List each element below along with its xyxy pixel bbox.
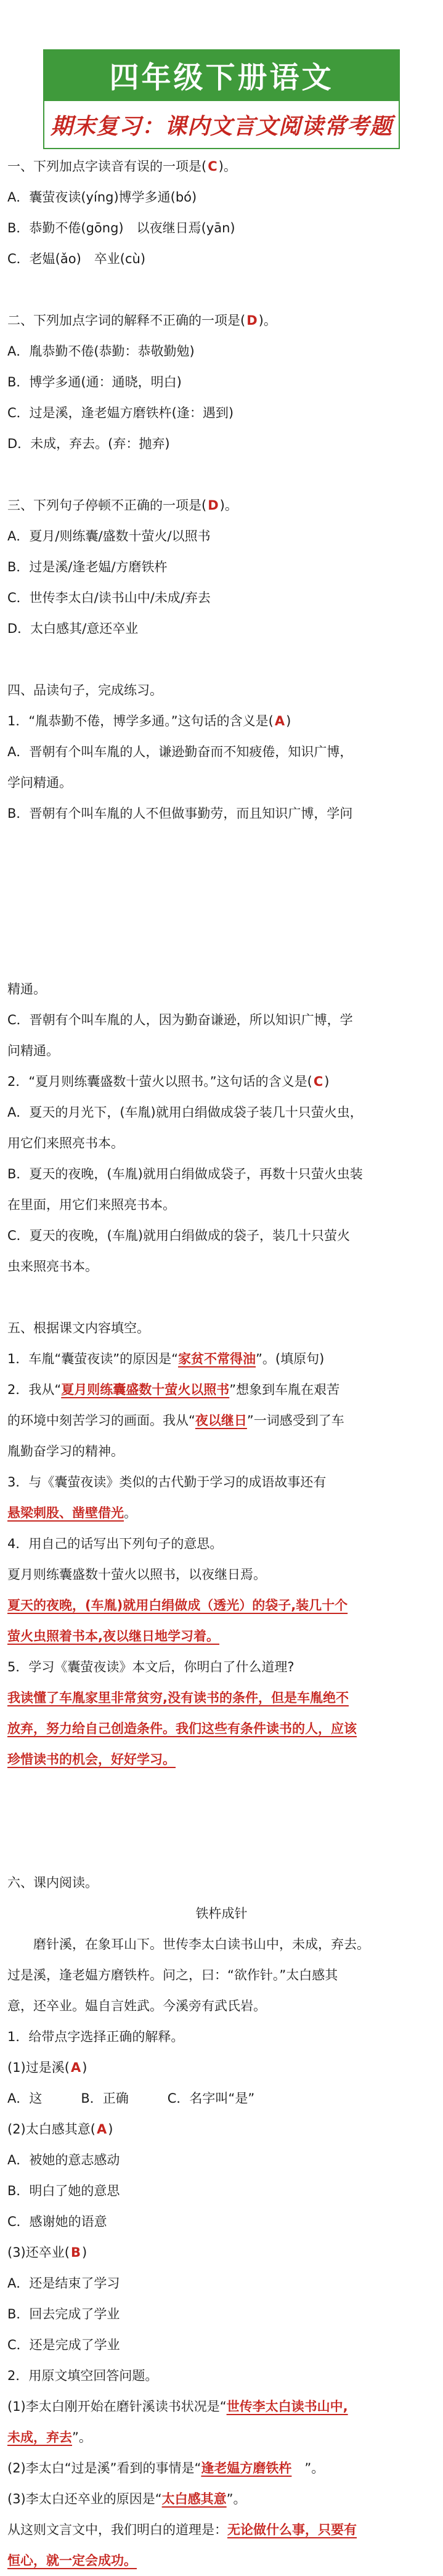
answer: 珍惜读书的机会，好好学习。 — [7, 1752, 176, 1767]
stem-text: 2．“夏月则练囊盛数十萤火以照书。”这句话的含义是( — [7, 1074, 312, 1089]
stem-text: )。 — [219, 498, 238, 513]
subtitle-box — [43, 100, 400, 149]
fill-line: 夏月则练囊盛数十萤火以照书，以夜继日焉。 — [7, 1567, 266, 1582]
answer: 放弃，努力给自己创造条件。我们这些有条件读书的人，应该 — [7, 1721, 357, 1736]
answer-line — [7, 1621, 436, 1652]
option: C．还是完成了学业 — [7, 2338, 120, 2352]
option: A．夏月/则练囊/盛数十萤火/以照书 — [7, 529, 211, 544]
choice-stem — [7, 2237, 436, 2268]
fill-line — [7, 1405, 436, 1436]
option-cont: 问精通。 — [7, 1043, 59, 1058]
stem-text: )。 — [218, 159, 237, 174]
option: D．太白感其/意还卒业 — [7, 621, 139, 636]
question-5-heading: 五、根据课文内容填空。 — [7, 1321, 150, 1335]
option-cont: 在里面，用它们来照亮书本。 — [7, 1197, 176, 1212]
stem-text: 三、下列句子停顿不正确的一项是( — [7, 498, 207, 513]
option: C．夏天的夜晚，(车胤)就用白绢做成的袋子，装几十只萤火 — [7, 1228, 351, 1243]
answer: 恒心，就一定会成功。 — [7, 2553, 137, 2568]
option: A．还是结束了学习 — [7, 2276, 120, 2291]
fill-line — [7, 2422, 436, 2453]
option-cont: 学问精通。 — [7, 775, 72, 790]
fill-line — [7, 2545, 436, 2576]
answer: 无论做什么事，只要有 — [227, 2522, 357, 2537]
question-3-stem — [7, 490, 436, 521]
stem-text: 的环境中刻苦学习的画面。我从“ — [7, 1413, 195, 1428]
stem-text: ”一词感受到了车 — [246, 1413, 344, 1428]
passage-title: 铁杵成针 — [195, 1906, 248, 1921]
passage-line: 过是溪，逢老媪方磨铁杵。问之，曰：“欲作针。”太白感其 — [7, 1968, 338, 1983]
option: C．世传李太白/读书山中/未成/弃去 — [7, 590, 211, 605]
stem-text: (2)太白感其意( — [7, 2122, 96, 2137]
answer: A — [274, 714, 285, 728]
answer: B — [70, 2245, 81, 2260]
passage-line: 意，还卒业。媪自言姓武。今溪旁有武氏岩。 — [7, 1999, 266, 2013]
sub-question: 1．给带点字选择正确的解释。 — [7, 2029, 184, 2044]
answer: D — [246, 313, 258, 328]
answer: 未成，弃去 — [7, 2430, 72, 2445]
option: A．胤恭勤不倦(恭勤：恭敬勤勉) — [7, 344, 195, 359]
page-title: 四年级下册语文 — [109, 60, 334, 95]
choice-stem — [7, 2052, 436, 2083]
stem-text: 二、下列加点字词的解释不正确的一项是( — [7, 313, 246, 328]
stem-text: (1)过是溪( — [7, 2060, 70, 2075]
option: B．明白了她的意思 — [7, 2183, 120, 2198]
option: C．感谢她的语意 — [7, 2214, 107, 2229]
option: B．夏天的夜晚，(车胤)就用白绢做成袋子，再数十只萤火虫装 — [7, 1167, 363, 1181]
answer: 我读懂了车胤家里非常贫穷,没有读书的条件，但是车胤绝不 — [7, 1690, 349, 1705]
answer: C — [313, 1074, 323, 1089]
stem-text: ) — [286, 714, 291, 728]
page-subtitle: 期末复习：课内文言文阅读常考题 — [50, 113, 392, 139]
stem-text: ”。 — [226, 2492, 246, 2506]
option: B．恭勤不倦(gōng) 以夜继日焉(yān) — [7, 221, 235, 235]
question-6-heading: 六、课内阅读。 — [7, 1875, 98, 1890]
answer: 太白感其意 — [161, 2492, 227, 2506]
option: C．晋朝有个叫车胤的人，因为勤奋谦逊，所以知识广博，学 — [7, 1013, 353, 1027]
option: C．老媪(ǎo) 卒业(cù) — [7, 251, 146, 266]
fill-line — [7, 1498, 436, 1528]
stem-text: 一、下列加点字读音有误的一项是( — [7, 159, 207, 174]
fill-line — [7, 2391, 436, 2422]
fill-line — [7, 1343, 436, 1374]
choice-stem — [7, 2114, 436, 2145]
fill-line: 3．与《囊萤夜读》类似的古代勤于学习的成语故事还有 — [7, 1475, 327, 1490]
passage-line: 磨针溪，在象耳山下。世传李太白读书山中，未成，弃去。 — [33, 1937, 370, 1952]
fill-line — [7, 2453, 436, 2484]
question-1-stem — [7, 151, 436, 182]
stem-text: ) — [82, 2060, 87, 2075]
stem-text: ”想象到车胤在艰苦 — [229, 1382, 340, 1397]
answer-line — [7, 1744, 436, 1775]
stem-text: ) — [108, 2122, 113, 2137]
option-cont: 虫来照亮书本。 — [7, 1259, 98, 1274]
stem-text: 从这则文言文中，我们明白的道理是： — [7, 2522, 227, 2537]
stem-text: (3)李太白还卒业的原因是“ — [7, 2492, 162, 2506]
option: A．晋朝有个叫车胤的人，谦逊勤奋而不知疲倦，知识广博， — [7, 744, 353, 759]
answer: 家贫不常得油 — [178, 1351, 256, 1366]
option: A．这 B．正确 C．名字叫“是” — [7, 2091, 255, 2106]
stem-text: ) — [81, 2245, 87, 2260]
question-4-1-stem — [7, 706, 436, 736]
option: B．过是溪/逢老媪/方磨铁杵 — [7, 560, 168, 574]
option: C．过是溪，逢老媪方磨铁杵(逢：遇到) — [7, 406, 234, 420]
answer: 萤火虫照着书本,夜以继日地学习着。 — [7, 1629, 219, 1644]
option: A．被她的意志感动 — [7, 2153, 120, 2167]
answer: A — [70, 2060, 81, 2075]
answer: 夏天的夜晚，(车胤)就用白绢做成（透光）的袋子,装几十个 — [7, 1598, 348, 1613]
answer: A — [96, 2122, 107, 2137]
stem-text: ”。(填原句) — [256, 1351, 325, 1366]
worksheet-content — [7, 151, 436, 2576]
question-2-stem — [7, 305, 436, 336]
fill-line — [7, 2514, 436, 2545]
fill-line — [7, 1374, 436, 1405]
fill-line: 5．学习《囊萤夜读》本文后，你明白了什么道理? — [7, 1660, 295, 1674]
answer-line — [7, 1682, 436, 1713]
answer: 逢老媪方磨铁杵 — [201, 2461, 292, 2476]
stem-text: )。 — [258, 313, 277, 328]
answer-line — [7, 1713, 436, 1744]
title-banner — [43, 49, 400, 100]
stem-text: 2．我从“ — [7, 1382, 62, 1397]
question-4-2-stem — [7, 1066, 436, 1097]
stem-text: (2)李太白“过是溪”看到的事情是“ — [7, 2461, 201, 2476]
fill-line — [7, 2484, 436, 2514]
stem-text: 1．“胤恭勤不倦，博学多通。”这句话的含义是( — [7, 714, 274, 728]
stem-text: (1)李太白刚开始在磨针溪读书状况是“ — [7, 2399, 227, 2414]
answer: 夏月则练囊盛数十萤火以照书 — [61, 1382, 230, 1397]
answer: 夜以继日 — [195, 1413, 247, 1428]
answer: 世传李太白读书山中, — [226, 2399, 348, 2414]
answer: D — [208, 498, 219, 513]
option: B．博学多通(通：通晓，明白) — [7, 375, 182, 389]
stem-text: 。 — [124, 1506, 137, 1520]
answer: C — [208, 159, 217, 174]
stem-text: (3)还卒业( — [7, 2245, 70, 2260]
option: D．未成，弃去。(弃：抛弃) — [7, 436, 170, 451]
fill-line: 胤勤奋学习的精神。 — [7, 1444, 124, 1459]
question-4-heading: 四、品读句子，完成练习。 — [7, 683, 163, 698]
sub-question: 2．用原文填空回答问题。 — [7, 2368, 158, 2383]
option: B．晋朝有个叫车胤的人不但做事勤劳，而且知识广博，学问 — [7, 806, 353, 821]
option-cont: 精通。 — [7, 982, 46, 997]
stem-text: ”。 — [72, 2430, 92, 2445]
stem-text: 1．车胤“囊萤夜读”的原因是“ — [7, 1351, 178, 1366]
fill-line: 4．用自己的话写出下列句子的意思。 — [7, 1536, 223, 1551]
answer-line — [7, 1590, 436, 1621]
option-cont: 用它们来照亮书本。 — [7, 1136, 124, 1151]
stem-text: ”。 — [291, 2461, 325, 2476]
option: A．囊萤夜读(yíng)博学多通(bó) — [7, 190, 197, 205]
stem-text: ) — [324, 1074, 330, 1089]
option: A．夏天的月光下，(车胤)就用白绢做成袋子装几十只萤火虫， — [7, 1105, 363, 1120]
answer: 悬梁刺股、凿壁借光 — [7, 1506, 124, 1520]
option: B．回去完成了学业 — [7, 2307, 120, 2321]
